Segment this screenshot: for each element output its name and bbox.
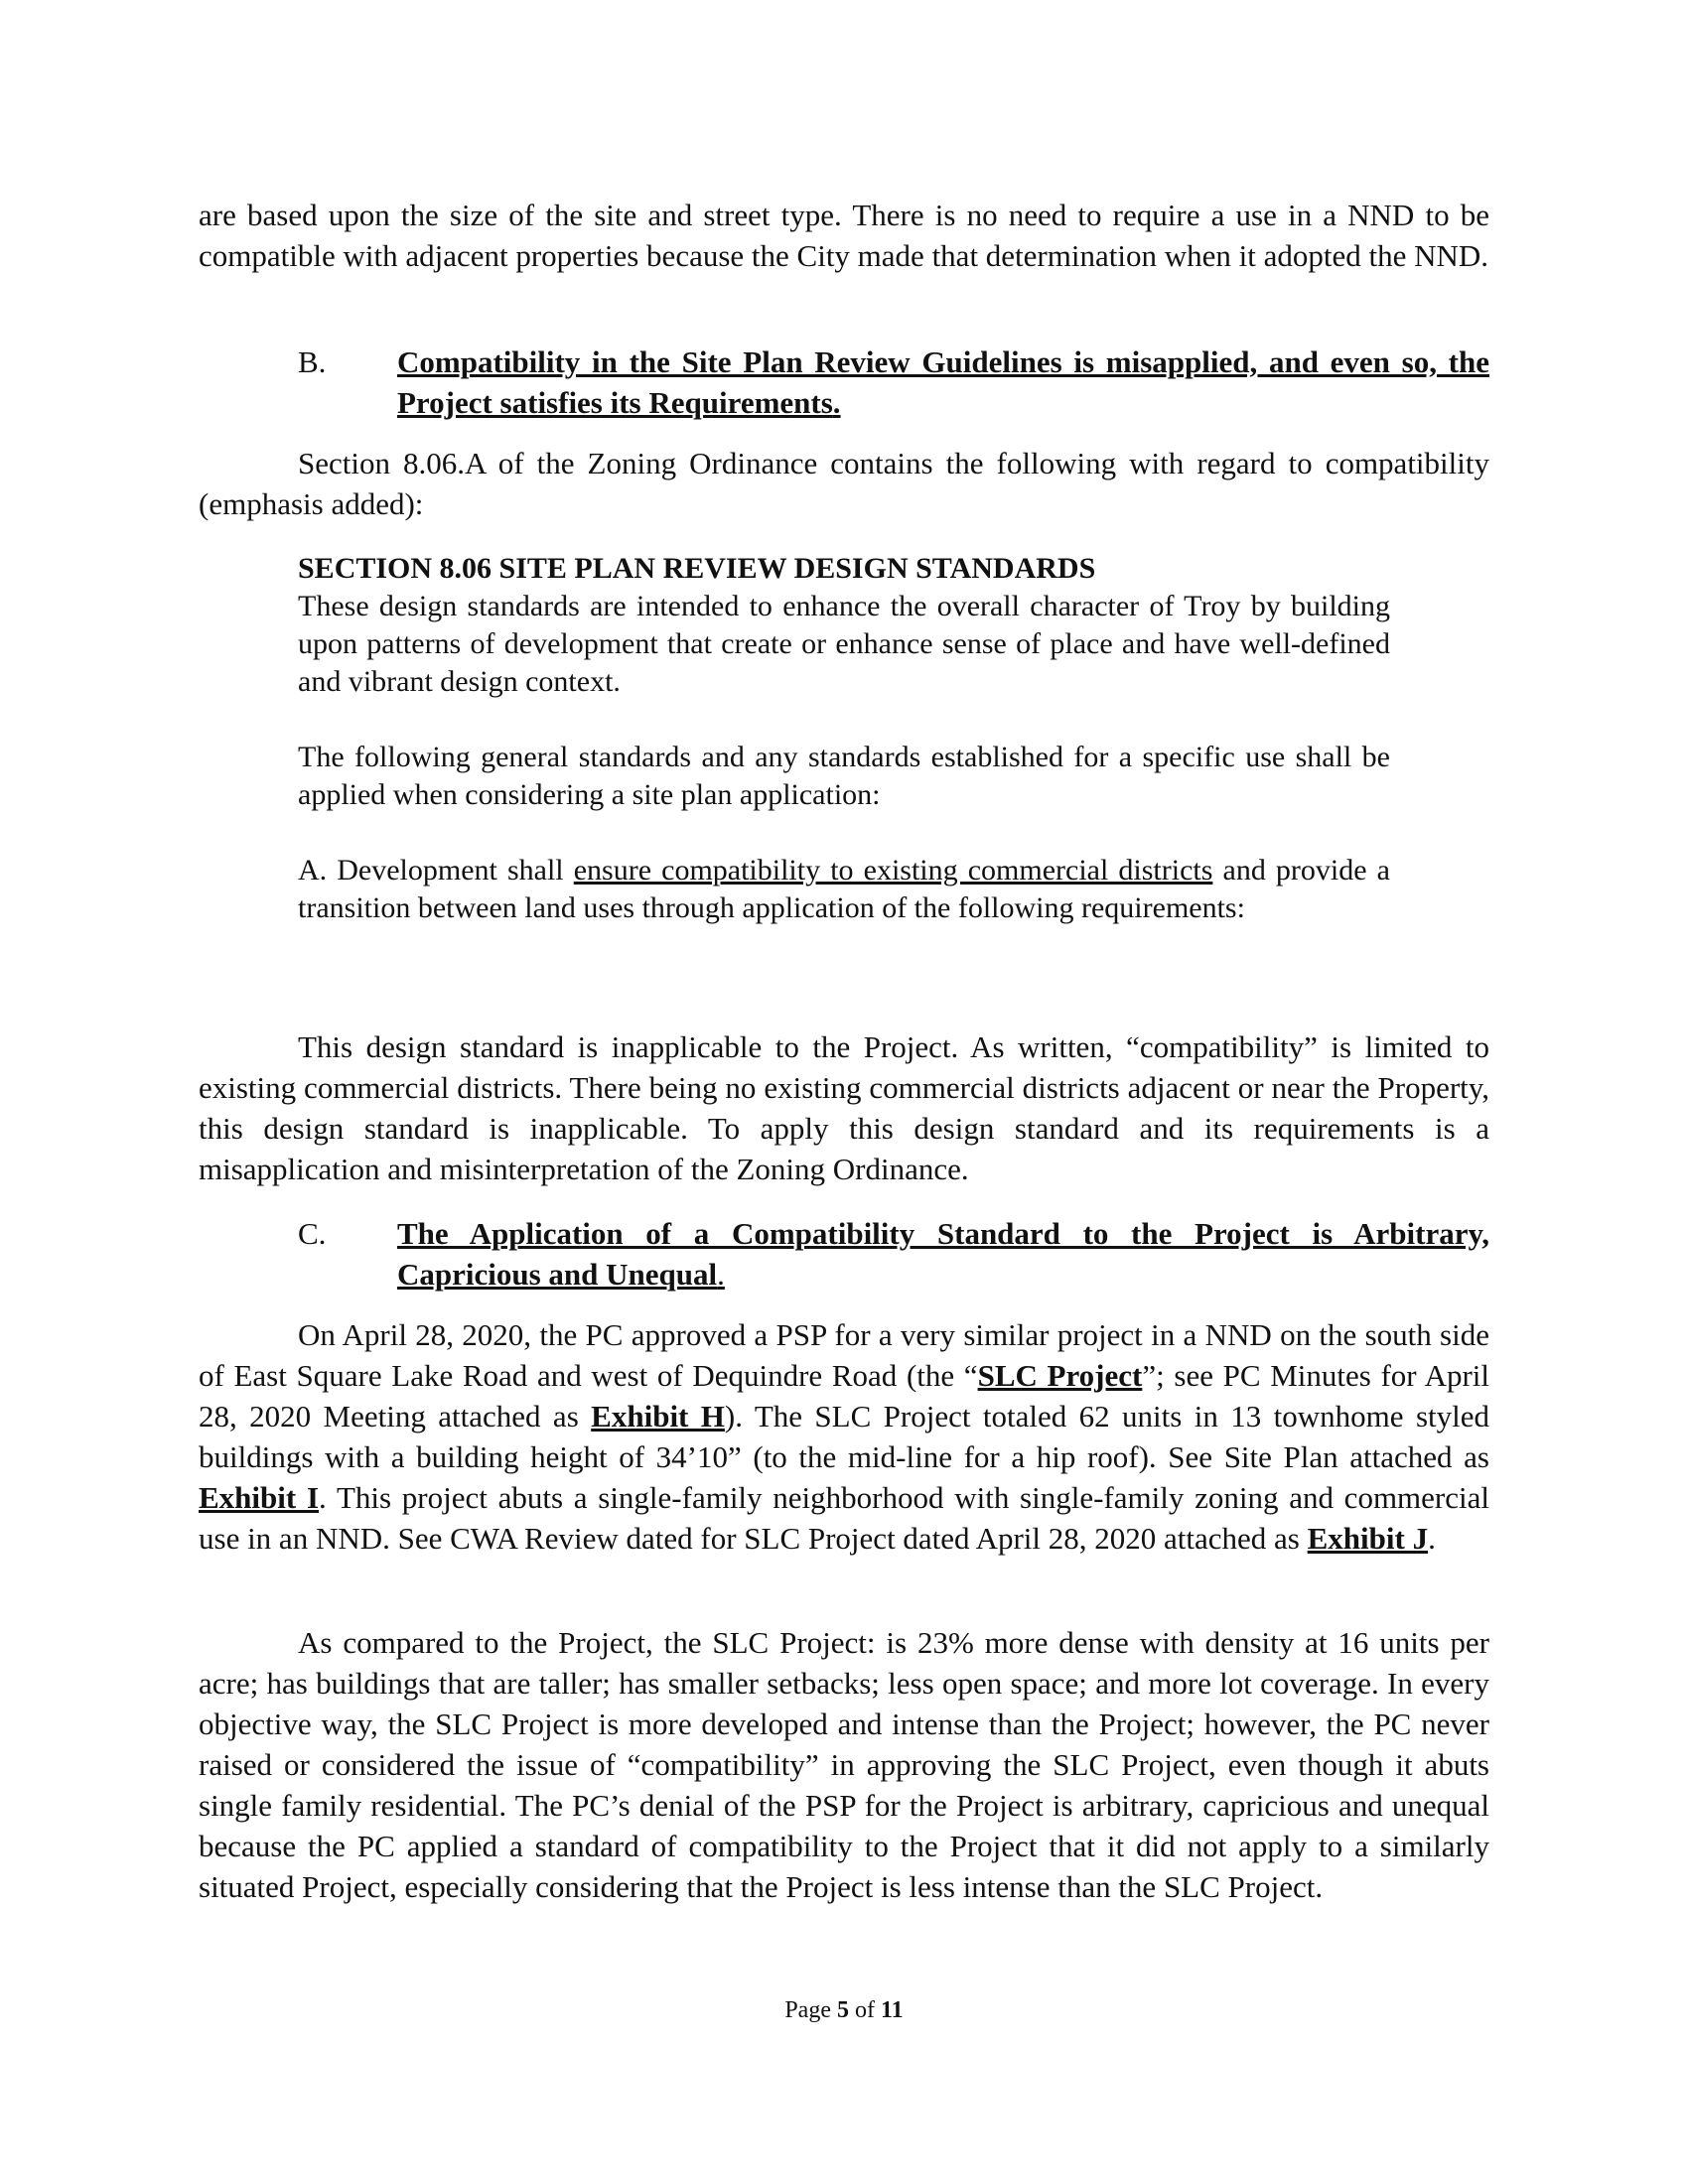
exhibit-j-link: Exhibit J [1307,1521,1429,1556]
quote-paragraph-1: These design standards are intended to enhance the overall character of Troy by building upon patterns of development that create or enhance sense of place and have well-defined and vibrant design context. [298,590,1390,698]
section-b-title: Compatibility in the Site Plan Review Guidelines is misapplied, and even so, the Project satisfies its Requirements. [397,344,1489,420]
section-c-letter: C. [298,1216,327,1251]
section-b-letter: B. [298,344,327,379]
block-quote [298,550,1390,927]
quote-paragraph-2: The following general standards and any standards established for a specific use shall be applied when considering a site plan application: [298,741,1390,811]
paragraph-c2: As compared to the Project, the SLC Project: is 23% more dense with density at 16 units per acre; has buildings that are taller; has smaller setbacks; less open space; and more lot coverage. In every objective way, the SLC Project is more developed and intense than the Project; however, the PC never raised or considered the issue of “compatibility” in approving the SLC Project, even though it abuts single family residential. The PC’s denial of the PSP for the Project is arbitrary, capricious and unequal because the PC applied a standard of compatibility to the Project that it did not apply to a similarly situated Project, especially considering that the Project is less intense than the SLC Project. [199,1625,1489,1904]
quote-title: SECTION 8.06 SITE PLAN REVIEW DESIGN STANDARDS [298,552,1096,585]
slc-project-term: SLC Project [977,1358,1143,1393]
section-c-heading [199,1213,1489,1295]
section-c-title: The Application of a Compatibility Standard to the Project is Arbitrary, Capricious and Unequal. [397,1216,1489,1292]
exhibit-i-link: Exhibit I [199,1480,320,1515]
quote-paragraph-3: A. Development shall ensure compatibility to existing commercial districts and provide a transition between land uses through application of the following requirements: [298,854,1390,924]
paragraph-b-body: This design standard is inapplicable to the Project. As written, “compatibility” is limited to existing commercial districts. There being no existing commercial districts adjacent or near the Property, this design standard is inapplicable. To apply this design standard and its requirements is a misapplication and misinterpretation of the Zoning Ordinance. [199,1029,1489,1186]
paragraph-c1: On April 28, 2020, the PC approved a PSP for a very similar project in a NND on the south side of East Square Lake Road and west of Dequindre Road (the “SLC Project”; see PC Minutes for April 28, 2020 Meeting attached as Exhibit H). The SLC Project totaled 62 units in 13 townhome styled buildings with a building height of 34’10” (to the mid-line for a hip roof). See Site Plan attached as Exhibit I. This project abuts a single-family neighborhood with single-family zoning and commercial use in an NND. See CWA Review dated for SLC Project dated April 28, 2020 attached as Exhibit J. [199,1317,1490,1556]
paragraph-b-lead: Section 8.06.A of the Zoning Ordinance contains the following with regard to compatibility (emphasis added): [199,446,1489,521]
section-b-heading [199,341,1489,423]
exhibit-h-link: Exhibit H [591,1399,725,1433]
quote-emphasis: ensure compatibility to existing commercial districts [573,854,1213,887]
page-footer: Page 5 of 11 [784,1997,904,2023]
paragraph-intro: are based upon the size of the site and street type. There is no need to require a use in a NND to be compatible with adjacent properties because the City made that determination when it adopted the NND. [199,198,1489,273]
